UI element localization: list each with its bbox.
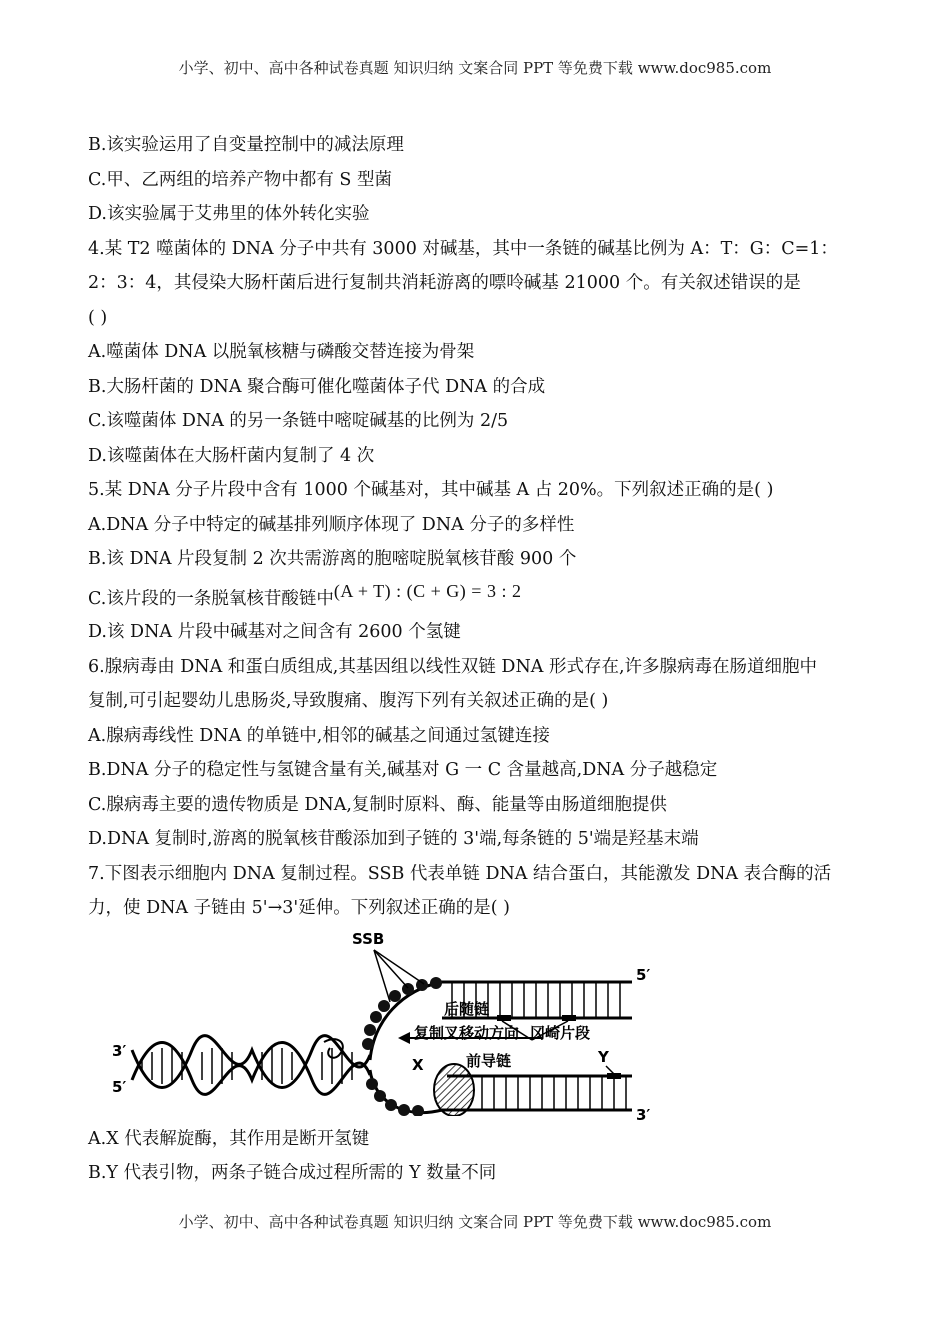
q4-stem-line3: ( ) <box>88 307 108 328</box>
q3-option-c: C.甲、乙两组的培养产物中都有 S 型菌 <box>88 169 392 190</box>
q5-option-c-text: C.该片段的一条脱氧核苷酸链中 <box>88 588 334 609</box>
five-prime-left-label: 5′ <box>112 1077 127 1096</box>
y-label: Y <box>598 1047 609 1066</box>
three-prime-bottom-label: 3′ <box>636 1105 651 1124</box>
page-footer: 小学、初中、高中各种试卷真题 知识归纳 文案合同 PPT 等免费下载 www.doc985.com <box>178 1213 772 1231</box>
q6-option-b: B.DNA 分子的稳定性与氢键含量有关,碱基对 G 一 C 含量越高,DNA 分子越稳定 <box>88 760 718 780</box>
x-label: X <box>412 1055 424 1074</box>
q5-stem: 5.某 DNA 分子片段中含有 1000 个碱基对，其中碱基 A 占 20%。下列叙述正确的是( ) <box>88 480 774 500</box>
q4-option-b: B.大肠杆菌的 DNA 聚合酶可催化噬菌体子代 DNA 的合成 <box>88 376 546 397</box>
primer-lagging-2 <box>562 1015 576 1021</box>
q4-option-c: C.该噬菌体 DNA 的另一条链中嘧啶碱基的比例为 2/5 <box>88 411 509 431</box>
q7-option-a: A.X 代表解旋酶，其作用是断开氢键 <box>88 1128 370 1149</box>
q7-option-b: B.Y 代表引物，两条子链合成过程所需的 Y 数量不同 <box>88 1163 497 1183</box>
q4-stem-line2: 2：3：4，其侵染大肠杆菌后进行复制共消耗游离的嘌呤碱基 21000 个。有关叙述错误的是 <box>88 273 801 293</box>
x-enzyme-shape <box>434 1064 474 1116</box>
fork-direction-label: 复制叉移动方向 <box>414 1023 520 1042</box>
q4-option-d: D.该噬菌体在大肠杆菌内复制了 4 次 <box>88 445 375 466</box>
primer-lagging-1 <box>497 1015 511 1021</box>
q5-option-d: D.该 DNA 片段中碱基对之间含有 2600 个氢键 <box>88 622 461 642</box>
lagging-strand-label: 后随链 <box>444 999 490 1018</box>
q6-option-d: D.DNA 复制时,游离的脱氧核苷酸添加到子链的 3'端,每条链的 5'端是羟基末端 <box>88 829 699 849</box>
three-prime-left-label: 3′ <box>112 1041 127 1060</box>
q7-stem-line1: 7.下图表示细胞内 DNA 复制过程。SSB 代表单链 DNA 结合蛋白，其能激发 DNA 表合酶的活 <box>88 863 832 884</box>
ssb-beads-lower <box>366 1078 424 1116</box>
dna-replication-figure <box>102 929 662 1124</box>
q4-option-a: A.噬菌体 DNA 以脱氧核糖与磷酸交替连接为骨架 <box>88 342 475 362</box>
helix-base-pairs <box>142 1048 352 1084</box>
q4-stem-line1: 4.某 T2 噬菌体的 DNA 分子中共有 3000 对碱基，其中一条链的碱基比例为 A：T：G：C=1： <box>88 238 838 259</box>
q6-option-a: A.腺病毒线性 DNA 的单链中,相邻的碱基之间通过氢键连接 <box>88 725 550 746</box>
q5-option-c <box>88 581 868 616</box>
leading-strand-label: 前导链 <box>466 1051 512 1070</box>
five-prime-top-label: 5′ <box>636 965 651 984</box>
q6-option-c: C.腺病毒主要的遗传物质是 DNA,复制时原料、酶、能量等由肠道细胞提供 <box>88 794 667 815</box>
document-body <box>88 128 868 1191</box>
q5-option-b: B.该 DNA 片段复制 2 次共需游离的胞嘧啶脱氧核苷酸 900 个 <box>88 549 577 569</box>
q5-option-a: A.DNA 分子中特定的碱基排列顺序体现了 DNA 分子的多样性 <box>88 514 575 535</box>
ssb-label: SSB <box>352 929 385 948</box>
q5-ratio-formula: (A + T) : (C + G) = 3 : 2 <box>333 580 522 601</box>
q3-option-b: B.该实验运用了自变量控制中的减法原理 <box>88 135 404 155</box>
lower-ladder-rungs <box>482 1076 626 1110</box>
okazaki-fragment-label: 冈崎片段 <box>530 1023 591 1042</box>
q7-stem-line2: 力，使 DNA 子链由 5'→3'延伸。下列叙述正确的是( ) <box>88 898 510 918</box>
q6-stem-line1: 6.腺病毒由 DNA 和蛋白质组成,其基因组以线性双链 DNA 形式存在,许多腺病毒在肠道细胞中 <box>88 656 818 677</box>
fork-direction-arrowhead <box>398 1032 410 1044</box>
q3-option-d: D.该实验属于艾弗里的体外转化实验 <box>88 204 370 224</box>
page-header: 小学、初中、高中各种试卷真题 知识归纳 文案合同 PPT 等免费下载 www.doc985.com <box>178 59 772 77</box>
q6-stem-line2: 复制,可引起婴幼儿患肠炎,导致腹痛、腹泻下列有关叙述正确的是( ) <box>88 691 609 711</box>
